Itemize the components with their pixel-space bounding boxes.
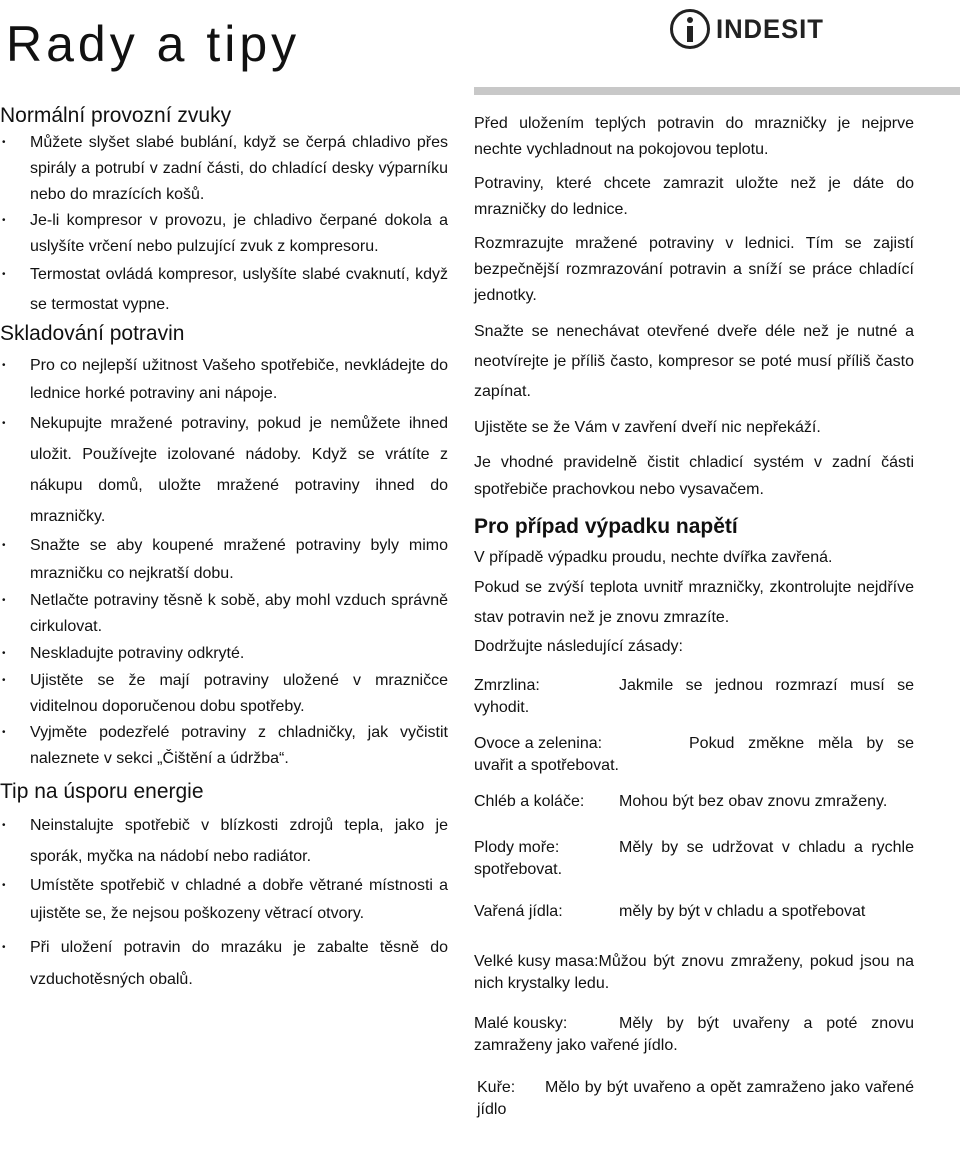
food-instruction: Mělo by být uvařeno a opět zamraženo jako vařené jídlo bbox=[477, 1079, 914, 1118]
brand-logo bbox=[670, 6, 830, 52]
paragraph: Je vhodné pravidelně čistit chladicí systém v zadní části spotřebiče prachovkou nebo vysavačem. bbox=[474, 454, 914, 498]
paragraph: Potraviny, které chcete zamrazit uložte než je dáte do mrazničky do lednice. bbox=[474, 175, 914, 218]
food-item bbox=[474, 733, 914, 777]
food-label: Malé kousky: bbox=[474, 1015, 568, 1032]
sounds-list bbox=[0, 130, 448, 320]
list-item: • Umístěte spotřebič v chladné a dobře větrané místnosti a ujistěte se, že nejsou poškozeny větrací otvory. bbox=[0, 872, 448, 928]
food-label: Velké kusy masa: bbox=[474, 953, 599, 970]
food-instruction: Měly by být uvařeny a poté znovu zamraženy jako vařené jídlo. bbox=[474, 1015, 914, 1054]
energy-list bbox=[0, 810, 448, 996]
header-divider bbox=[474, 87, 960, 95]
list-item: • Neskladujte potraviny odkryté. bbox=[0, 640, 448, 668]
paragraph: Rozmrazujte mražené potraviny v lednici. Tím se zajistí bezpečnější rozmrazování potravin a sníží se práce chladící jednotky. bbox=[474, 235, 914, 304]
list-item: • Vyjměte podezřelé potraviny z chladničky, jak vyčistit naleznete v sekci „Čištění a údržba“. bbox=[0, 720, 448, 772]
paragraph: Pokud se zvýší teplota uvnitř mrazničky, zkontrolujte nejdříve stav potravin než je znovu zmrazíte. bbox=[474, 579, 914, 626]
food-instruction: měly by být v chladu a spotřebovat bbox=[619, 903, 866, 920]
section-heading-sounds: Normální provozní zvuky bbox=[0, 104, 232, 127]
list-item: • Termostat ovládá kompresor, uslyšíte slabé cvaknutí, když se termostat vypne. bbox=[0, 260, 448, 320]
food-item bbox=[477, 1077, 914, 1121]
paragraph: Ujistěte se že Vám v zavření dveří nic nepřekáží. bbox=[474, 419, 821, 436]
food-item bbox=[474, 675, 914, 719]
food-label: Chléb a koláče: bbox=[474, 793, 585, 810]
section-heading-outage: Pro případ výpadku napětí bbox=[474, 515, 738, 538]
list-item: • Nekupujte mražené potraviny, pokud je nemůžete ihned uložit. Používejte izolované nádoby. Když se vrátíte z nákupu domů, uložte mražené potraviny ihned do mrazničky. bbox=[0, 408, 448, 532]
list-item: • Snažte se aby koupené mražené potraviny byly mimo mrazničku co nejkratší dobu. bbox=[0, 532, 448, 588]
food-label: Kuře: bbox=[477, 1079, 516, 1096]
food-instruction: Pokud změkne měla by se uvařit a spotřebovat. bbox=[474, 735, 914, 774]
food-instruction: Jakmile se jednou rozmrazí musí se vyhodit. bbox=[474, 677, 914, 716]
food-instruction: Mohou být bez obav znovu zmraženy. bbox=[619, 793, 888, 810]
food-instruction: Můžou být znovu zmraženy, pokud jsou na nich krystalky ledu. bbox=[474, 953, 914, 992]
food-item bbox=[474, 1013, 914, 1057]
list-item: • Netlačte potraviny těsně k sobě, aby mohl vzduch správně cirkulovat. bbox=[0, 588, 448, 640]
list-item: • Ujistěte se že mají potraviny uložené v mrazničce viditelnou doporučenou dobu spotřeby. bbox=[0, 668, 448, 720]
food-item bbox=[474, 791, 914, 813]
brand-name: INDESIT bbox=[716, 13, 824, 44]
list-item: • Můžete slyšet slabé bublání, když se čerpá chladivo přes spirály a potrubí v zadní části, do chladící desky výparníku nebo do mrazících košů. bbox=[0, 130, 448, 208]
food-label: Ovoce a zelenina: bbox=[474, 735, 603, 752]
food-item bbox=[474, 837, 914, 881]
paragraph: Snažte se nenechávat otevřené dveře déle než je nutné a neotvírejte je příliš často, kompresor se poté musí příliš často zapínat. bbox=[474, 323, 914, 400]
paragraph: Dodržujte následující zásady: bbox=[474, 638, 683, 655]
brand-logo-icon bbox=[670, 9, 710, 49]
food-label: Vařená jídla: bbox=[474, 903, 563, 920]
food-instruction: Měly by se udržovat v chladu a rychle spotřebovat. bbox=[474, 839, 914, 878]
page-title: Rady a tipy bbox=[6, 16, 301, 72]
right-column bbox=[474, 111, 914, 1121]
food-item bbox=[474, 951, 914, 995]
storage-list bbox=[0, 352, 448, 772]
paragraph: Před uložením teplých potravin do mrazničky je nejprve nechte vychladnout na pokojovou teplotu. bbox=[474, 115, 914, 158]
list-item: • Pro co nejlepší užitnost Vašeho spotřebiče, nevkládejte do lednice horké potraviny ani nápoje. bbox=[0, 352, 448, 408]
food-label: Zmrzlina: bbox=[474, 677, 540, 694]
food-label: Plody moře: bbox=[474, 839, 560, 856]
paragraph: V případě výpadku proudu, nechte dvířka zavřená. bbox=[474, 549, 833, 566]
list-item: • Neinstalujte spotřebič v blízkosti zdrojů tepla, jako je sporák, myčka na nádobí nebo radiátor. bbox=[0, 810, 448, 872]
left-column bbox=[0, 102, 448, 996]
section-heading-energy: Tip na úsporu energie bbox=[0, 780, 204, 803]
list-item: • Při uložení potravin do mrazáku je zabalte těsně do vzduchotěsných obalů. bbox=[0, 932, 448, 996]
food-item bbox=[474, 901, 914, 923]
list-item: • Je-li kompresor v provozu, je chladivo čerpané dokola a uslyšíte vrčení nebo pulzující zvuk z kompresoru. bbox=[0, 208, 448, 260]
food-list bbox=[474, 675, 914, 1121]
section-heading-storage: Skladování potravin bbox=[0, 322, 185, 345]
